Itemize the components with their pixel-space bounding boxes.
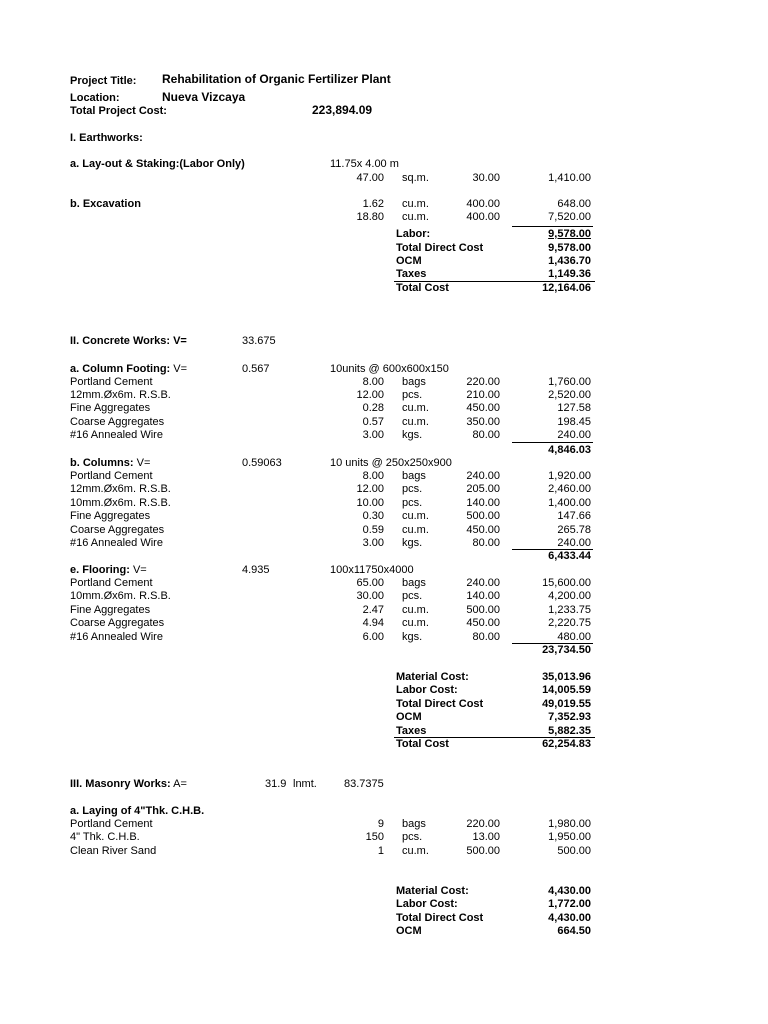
total-project-cost-row	[0, 104, 768, 118]
unit: cu.m.	[402, 198, 429, 210]
item-name: 12mm.Øx6m. R.S.B.	[70, 389, 171, 401]
summary-value: 62,254.83	[542, 738, 591, 750]
v-label: V=	[136, 457, 151, 469]
item-name: 10mm.Øx6m. R.S.B.	[70, 497, 171, 509]
item-name: 10mm.Øx6m. R.S.B.	[70, 590, 171, 602]
table-row	[0, 630, 768, 644]
qty: 0.30	[362, 510, 384, 522]
item-name: Coarse Aggregates	[70, 416, 165, 428]
subsection-header	[0, 362, 768, 376]
amount: 15,600.00	[542, 577, 591, 589]
qty: 4.94	[362, 617, 384, 629]
amount: 1,410.00	[548, 172, 591, 184]
amount: 240.00	[557, 429, 591, 441]
table-row	[0, 817, 768, 831]
amount: 648.00	[557, 198, 591, 210]
amount: 480.00	[557, 631, 591, 643]
item-name: Coarse Aggregates	[70, 617, 165, 629]
a-label: A=	[173, 778, 187, 790]
price: 80.00	[472, 537, 500, 549]
price: 240.00	[466, 470, 500, 482]
price: 240.00	[466, 577, 500, 589]
item-name: #16 Annealed Wire	[70, 429, 163, 441]
qty: 47.00	[356, 172, 384, 184]
unit: cu.m.	[402, 617, 429, 629]
summary-label: Material Cost:	[396, 885, 469, 897]
summary-row	[0, 724, 768, 738]
item-name: #16 Annealed Wire	[70, 537, 163, 549]
concrete-title: II. Concrete Works: V=	[70, 335, 187, 347]
table-row	[0, 428, 768, 442]
summary-label: Total Cost	[396, 738, 449, 750]
unit: pcs.	[402, 590, 423, 602]
v-label: V=	[173, 363, 188, 375]
summary-label: Labor Cost:	[396, 898, 458, 910]
table-row	[0, 844, 768, 858]
qty: 3.00	[362, 429, 384, 441]
section-title	[0, 131, 768, 145]
earthworks-title: I. Earthworks:	[70, 132, 143, 144]
amount: 1,920.00	[548, 470, 591, 482]
qty: 10.00	[356, 497, 384, 509]
item-name: Clean River Sand	[70, 845, 157, 857]
table-row	[0, 589, 768, 603]
unit: cu.m.	[402, 510, 429, 522]
unit: pcs.	[402, 831, 423, 843]
summary-value: 4,430.00	[548, 912, 591, 924]
subtotal-value: 4,846.03	[548, 444, 591, 456]
amount: 198.45	[557, 416, 591, 428]
total-cost-value: 223,894.09	[312, 103, 373, 117]
subsection-label: a. Column Footing:	[70, 363, 171, 375]
unit: cu.m.	[402, 211, 429, 223]
subsection-spec: 10units @ 600x600x150	[330, 363, 449, 375]
table-row	[0, 401, 768, 415]
amount: 4,200.00	[548, 590, 591, 602]
summary-row	[0, 911, 768, 925]
amount: 240.00	[557, 537, 591, 549]
table-row	[0, 210, 768, 224]
price: 210.00	[466, 389, 500, 401]
qty: 3.00	[362, 537, 384, 549]
amount: 1,233.75	[548, 604, 591, 616]
table-row	[0, 415, 768, 429]
qty: 12.00	[356, 483, 384, 495]
price: 205.00	[466, 483, 500, 495]
qty: 12.00	[356, 389, 384, 401]
summary-value: 9,578.00	[548, 228, 591, 240]
unit: kgs.	[402, 537, 423, 549]
summary-label: Material Cost:	[396, 671, 469, 683]
excavation-label: b. Excavation	[70, 198, 141, 210]
table-row	[0, 171, 768, 185]
price: 500.00	[466, 510, 500, 522]
table-row	[0, 482, 768, 496]
table-row	[0, 603, 768, 617]
summary-row	[0, 281, 768, 295]
subsection-header	[0, 804, 768, 818]
total-cost-label: Total Project Cost:	[70, 105, 167, 117]
amount: 265.78	[557, 524, 591, 536]
summary-value: 1,149.36	[548, 268, 591, 280]
amount: 1,980.00	[548, 818, 591, 830]
summary-value: 664.50	[557, 925, 591, 937]
summary-value: 1,436.70	[548, 255, 591, 267]
concrete-volume: 33.675	[242, 335, 276, 347]
amount: 500.00	[557, 845, 591, 857]
summary-label: Labor Cost:	[396, 684, 458, 696]
price: 500.00	[466, 604, 500, 616]
subtotal-row	[0, 549, 768, 563]
subsection-label: b. Columns:	[70, 457, 134, 469]
summary-label: Total Direct Cost	[396, 242, 484, 254]
price: 140.00	[466, 590, 500, 602]
price: 400.00	[466, 211, 500, 223]
item-name: Fine Aggregates	[70, 402, 151, 414]
project-title-label: Project Title:	[70, 75, 137, 87]
price: 350.00	[466, 416, 500, 428]
qty: 65.00	[356, 577, 384, 589]
table-row	[0, 616, 768, 630]
layout-dims: 11.75x 4.00 m	[330, 158, 399, 170]
table-row	[0, 536, 768, 550]
qty: 8.00	[362, 470, 384, 482]
summary-value: 7,352.93	[548, 711, 591, 723]
unit: pcs.	[402, 389, 423, 401]
unit: cu.m.	[402, 402, 429, 414]
amount: 2,220.75	[548, 617, 591, 629]
summary-row	[0, 697, 768, 711]
section-title	[0, 777, 768, 791]
subtotal-row	[0, 643, 768, 657]
item-name: 12mm.Øx6m. R.S.B.	[70, 483, 171, 495]
qty: 0.57	[362, 416, 384, 428]
unit: pcs.	[402, 497, 423, 509]
unit: kgs.	[402, 631, 423, 643]
subsection-label: e. Flooring:	[70, 564, 130, 576]
price: 140.00	[466, 497, 500, 509]
item-name: Fine Aggregates	[70, 510, 151, 522]
summary-label: Labor:	[396, 228, 431, 240]
summary-row	[0, 884, 768, 898]
location-value: Nueva Vizcaya	[162, 90, 246, 104]
summary-value: 49,019.55	[542, 698, 591, 710]
masonry-unit: lnmt.	[293, 778, 317, 790]
summary-value: 14,005.59	[542, 684, 591, 696]
masonry-a: 31.9	[265, 778, 287, 790]
location-label: Location:	[70, 92, 120, 104]
table-row	[0, 523, 768, 537]
table-row	[0, 388, 768, 402]
unit: kgs.	[402, 429, 423, 441]
summary-row	[0, 670, 768, 684]
qty: 9	[377, 818, 384, 830]
subtotal-value: 6,433.44	[548, 550, 591, 562]
item-name: Fine Aggregates	[70, 604, 151, 616]
subsection-volume: 0.567	[242, 363, 270, 375]
subsection-header	[0, 563, 768, 577]
item-name: Portland Cement	[70, 577, 153, 589]
unit: bags	[402, 376, 426, 388]
summary-row	[0, 683, 768, 697]
price: 500.00	[466, 845, 500, 857]
amount: 2,520.00	[548, 389, 591, 401]
unit: sq.m.	[402, 172, 429, 184]
section-title	[0, 334, 768, 348]
unit: pcs.	[402, 483, 423, 495]
summary-label: Total Direct Cost	[396, 912, 484, 924]
table-row	[0, 576, 768, 590]
summary-label: OCM	[396, 255, 422, 267]
unit: cu.m.	[402, 524, 429, 536]
subsection-header	[0, 456, 768, 470]
qty: 0.59	[362, 524, 384, 536]
summary-row	[0, 267, 768, 281]
summary-label: Taxes	[396, 725, 427, 737]
summary-value: 35,013.96	[542, 671, 591, 683]
table-row	[0, 375, 768, 389]
summary-row	[0, 897, 768, 911]
unit: cu.m.	[402, 604, 429, 616]
masonry-a2: 83.7375	[344, 778, 384, 790]
amount: 127.58	[557, 402, 591, 414]
summary-value: 9,578.00	[548, 242, 591, 254]
price: 220.00	[466, 376, 500, 388]
item-name: Portland Cement	[70, 470, 153, 482]
price: 220.00	[466, 818, 500, 830]
table-row	[0, 496, 768, 510]
amount: 1,400.00	[548, 497, 591, 509]
table-row	[0, 197, 768, 211]
subsection-volume: 4.935	[242, 564, 270, 576]
unit: bags	[402, 577, 426, 589]
table-row	[0, 509, 768, 523]
price: 30.00	[472, 172, 500, 184]
amount: 7,520.00	[548, 211, 591, 223]
unit: cu.m.	[402, 845, 429, 857]
table-row	[0, 469, 768, 483]
summary-value: 5,882.35	[548, 725, 591, 737]
summary-value: 4,430.00	[548, 885, 591, 897]
qty: 8.00	[362, 376, 384, 388]
project-title: Rehabilitation of Organic Fertilizer Plant	[162, 72, 391, 86]
subsection-label: a. Laying of 4"Thk. C.H.B.	[70, 805, 205, 817]
unit: cu.m.	[402, 416, 429, 428]
layout-row	[0, 157, 768, 171]
item-name: 4" Thk. C.H.B.	[70, 831, 140, 843]
summary-label: Taxes	[396, 268, 427, 280]
price: 13.00	[472, 831, 500, 843]
subsection-spec: 100x11750x4000	[330, 564, 414, 576]
item-name: Coarse Aggregates	[70, 524, 165, 536]
amount: 1,950.00	[548, 831, 591, 843]
qty: 2.47	[362, 604, 384, 616]
subtotal-row	[0, 443, 768, 457]
subsection-volume: 0.59063	[242, 457, 282, 469]
table-row	[0, 830, 768, 844]
qty: 150	[365, 831, 384, 843]
summary-row	[0, 227, 768, 241]
masonry-title: III. Masonry Works:	[70, 778, 171, 790]
location-row	[0, 91, 768, 105]
summary-row	[0, 737, 768, 751]
subtotal-value: 23,734.50	[542, 644, 591, 656]
summary-row	[0, 924, 768, 938]
qty: 18.80	[356, 211, 384, 223]
summary-label: Total Direct Cost	[396, 698, 484, 710]
layout-label: a. Lay-out & Staking:(Labor Only)	[70, 158, 245, 170]
summary-value: 12,164.06	[542, 282, 591, 294]
item-name: Portland Cement	[70, 376, 153, 388]
summary-row	[0, 710, 768, 724]
price: 450.00	[466, 617, 500, 629]
amount: 1,760.00	[548, 376, 591, 388]
qty: 1	[377, 845, 384, 857]
price: 450.00	[466, 402, 500, 414]
subsection-spec: 10 units @ 250x250x900	[330, 457, 452, 469]
price: 400.00	[466, 198, 500, 210]
price: 450.00	[466, 524, 500, 536]
amount: 2,460.00	[548, 483, 591, 495]
item-name: #16 Annealed Wire	[70, 631, 163, 643]
price: 80.00	[472, 429, 500, 441]
qty: 6.00	[362, 631, 384, 643]
summary-label: Total Cost	[396, 282, 449, 294]
qty: 1.62	[362, 198, 384, 210]
summary-value: 1,772.00	[548, 898, 591, 910]
v-label: V=	[132, 564, 147, 576]
qty: 0.28	[362, 402, 384, 414]
amount: 147.66	[557, 510, 591, 522]
summary-row	[0, 241, 768, 255]
item-name: Portland Cement	[70, 818, 153, 830]
summary-label: OCM	[396, 925, 422, 937]
unit: bags	[402, 470, 426, 482]
price: 80.00	[472, 631, 500, 643]
summary-row	[0, 254, 768, 268]
qty: 30.00	[356, 590, 384, 602]
unit: bags	[402, 818, 426, 830]
summary-label: OCM	[396, 711, 422, 723]
